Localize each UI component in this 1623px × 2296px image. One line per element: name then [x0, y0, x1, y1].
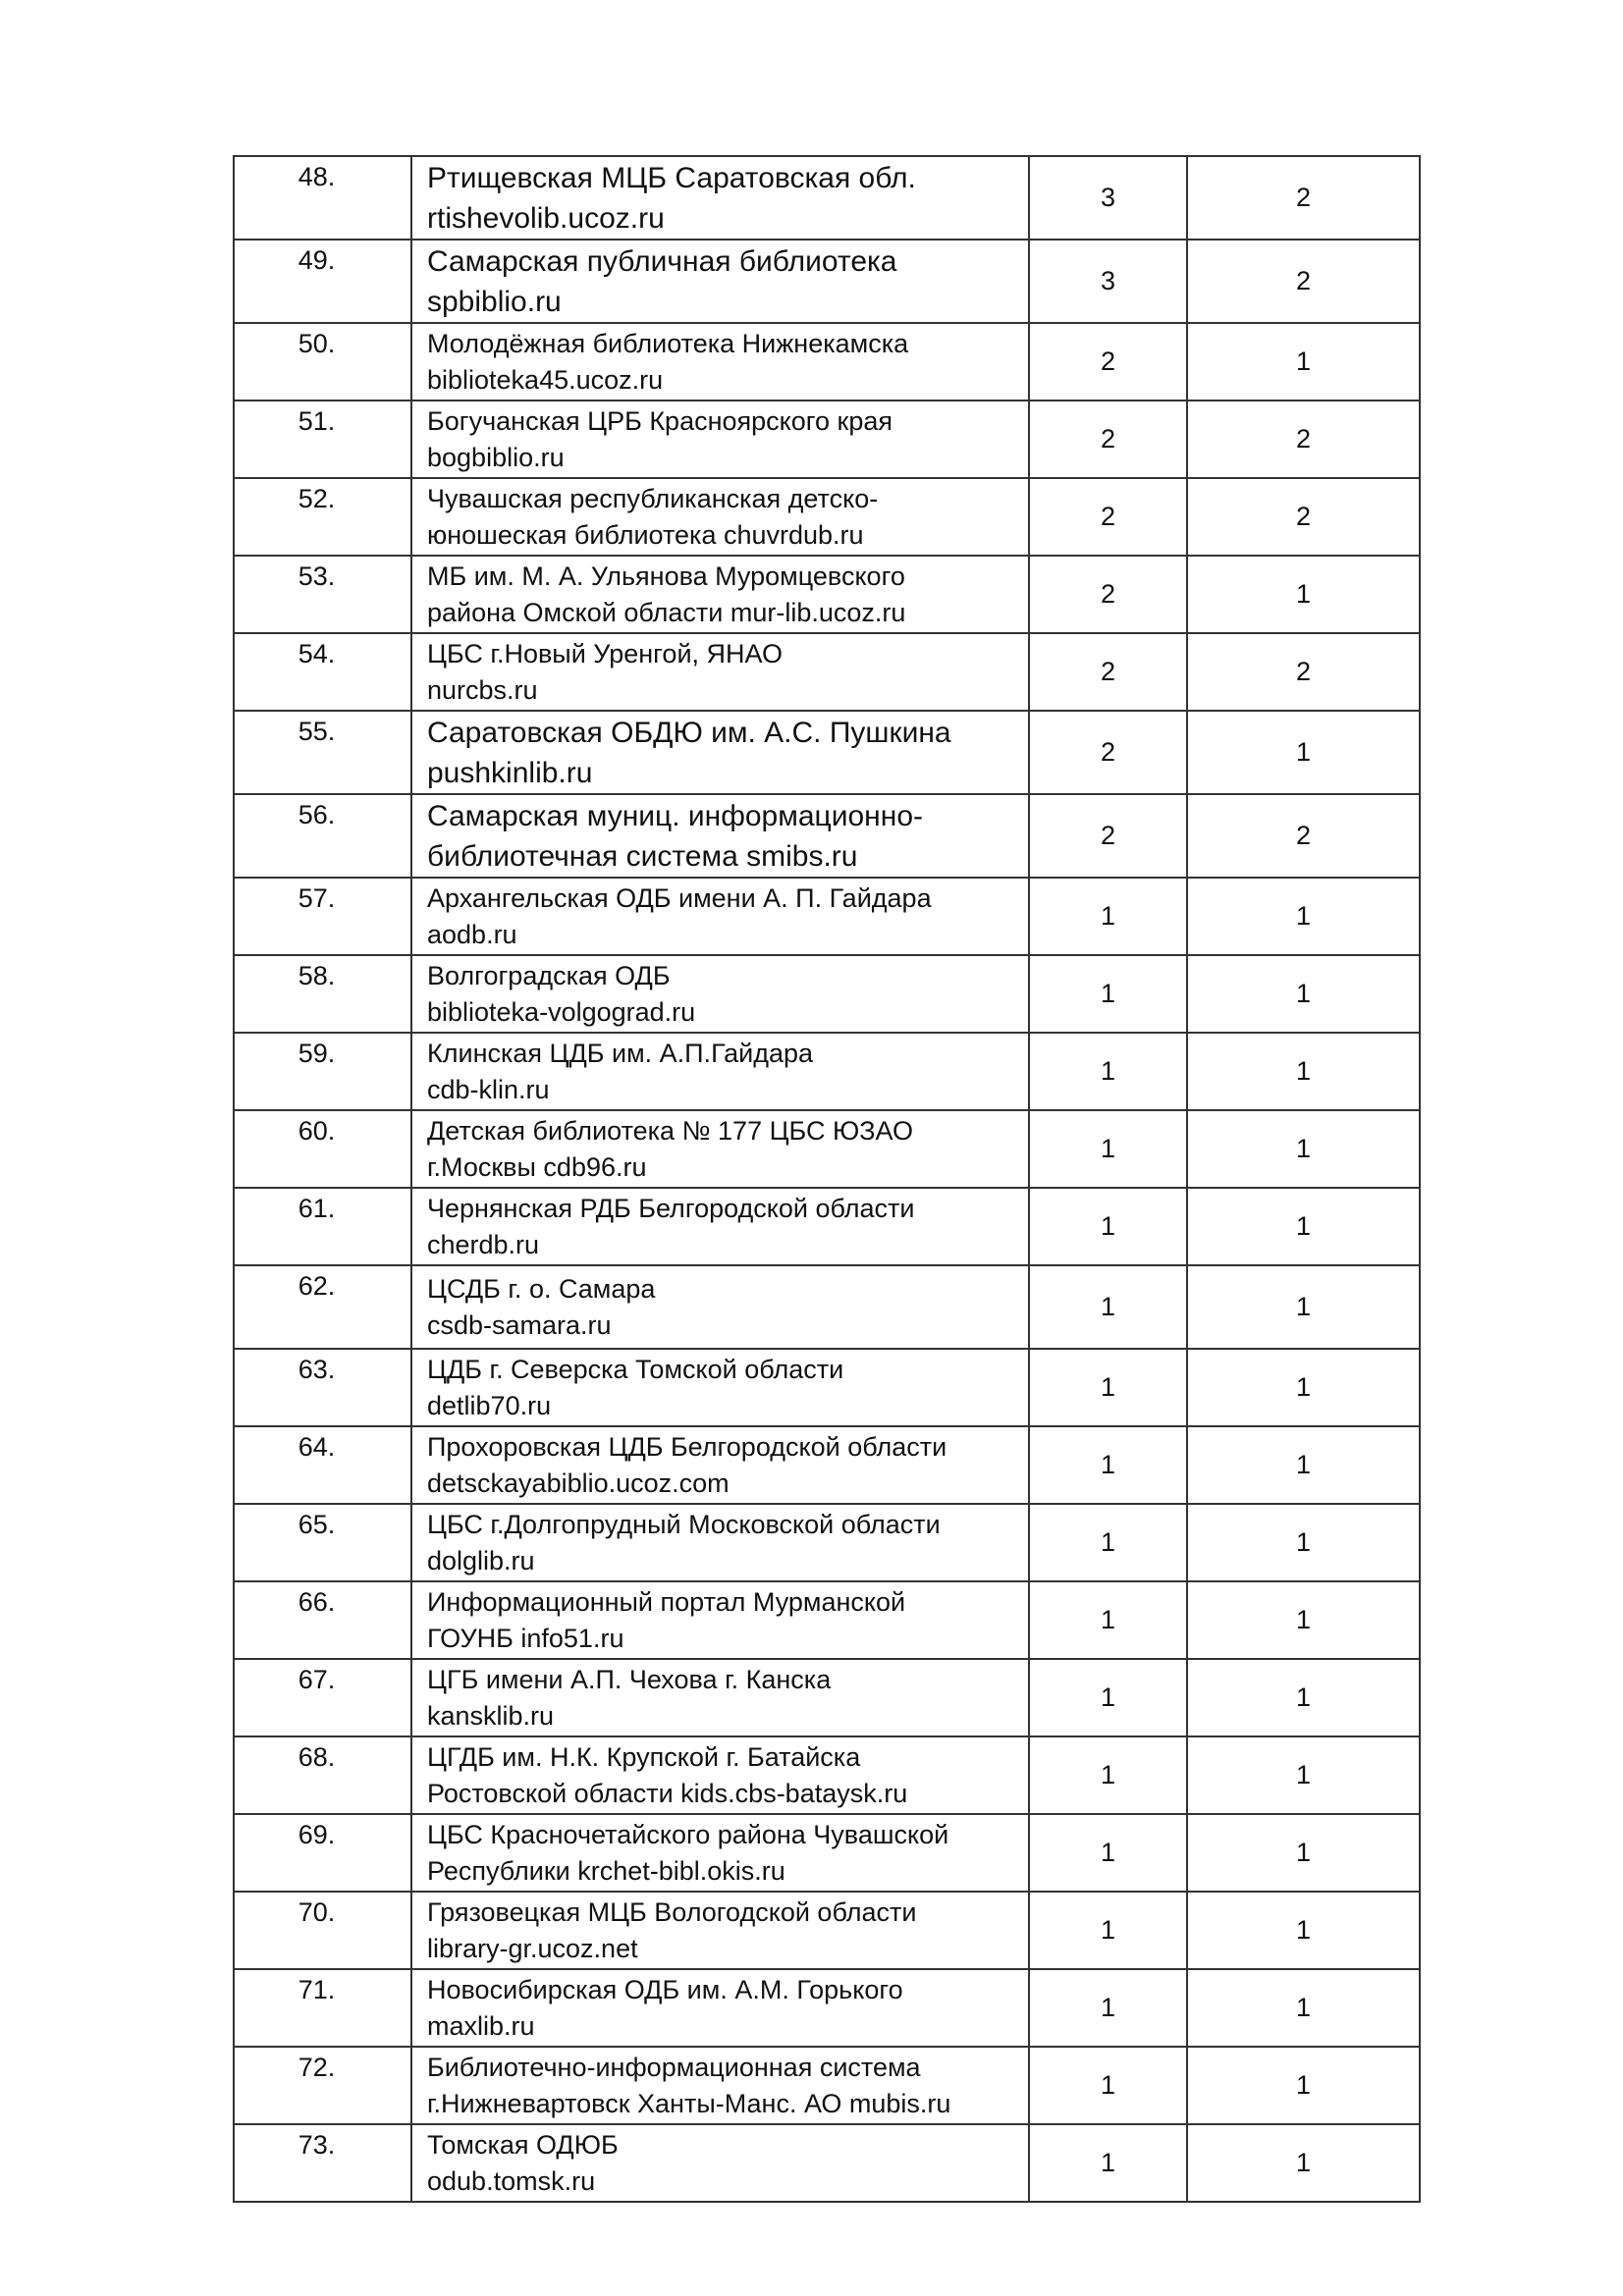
library-name: ЦДБ г. Северска Томской области: [427, 1354, 844, 1384]
table-row: [234, 2047, 1420, 2124]
table-row: [234, 156, 1420, 240]
library-name: Прохоровская ЦДБ Белгородской области: [427, 1431, 947, 1462]
value-b-cell: 1: [1187, 955, 1420, 1033]
library-name-cell: [411, 1659, 1029, 1736]
row-number-cell: [234, 556, 411, 633]
value-b-cell: 1: [1187, 1033, 1420, 1110]
library-name-cell: [411, 1426, 1029, 1504]
table-row: [234, 878, 1420, 955]
row-number: 61.: [298, 1194, 336, 1223]
library-site: cdb-klin.ru: [427, 1074, 550, 1104]
library-name-cell: [411, 556, 1029, 633]
library-name: Информационный портал Мурманской: [427, 1586, 906, 1617]
row-number: 68.: [298, 1742, 336, 1772]
library-name: Богучанская ЦРБ Красноярского края: [427, 405, 893, 436]
row-number-cell: [234, 1033, 411, 1110]
value-b-cell: 1: [1187, 1504, 1420, 1581]
library-site: spbiblio.ru: [427, 285, 562, 318]
table-row: [234, 400, 1420, 478]
library-site: pushkinlib.ru: [427, 756, 593, 789]
row-number: 52.: [298, 484, 336, 513]
row-number-cell: [234, 711, 411, 794]
value-a-cell: 2: [1029, 400, 1187, 478]
row-number-cell: [234, 1188, 411, 1265]
library-site: aodb.ru: [427, 919, 517, 949]
value-b-cell: 1: [1187, 1188, 1420, 1265]
value-b-cell: 1: [1187, 1265, 1420, 1349]
library-site: rtishevolib.ucoz.ru: [427, 201, 665, 235]
row-number-cell: [234, 1659, 411, 1736]
row-number-cell: [234, 1969, 411, 2047]
library-name: Клинская ЦДБ им. А.П.Гайдара: [427, 1038, 814, 1068]
value-a-cell: 1: [1029, 1969, 1187, 2047]
value-b-cell: 1: [1187, 1426, 1420, 1504]
row-number: 59.: [298, 1039, 336, 1068]
value-b-cell: 1: [1187, 1659, 1420, 1736]
table-row: [234, 2124, 1420, 2202]
library-site: dolglib.ru: [427, 1545, 535, 1575]
library-name-cell: [411, 1814, 1029, 1892]
value-a-cell: 1: [1029, 1504, 1187, 1581]
library-name: Самарская муниц. информационно-: [427, 799, 923, 832]
value-a-cell: 1: [1029, 1426, 1187, 1504]
row-number: 73.: [298, 2130, 336, 2160]
row-number: 67.: [298, 1665, 336, 1694]
library-name: ЦСДБ г. о. Самара: [427, 1273, 656, 1304]
library-site: odub.tomsk.ru: [427, 2165, 596, 2196]
library-site: cherdb.ru: [427, 1229, 540, 1259]
library-name-cell: [411, 323, 1029, 400]
library-name-cell: [411, 1581, 1029, 1659]
library-name: Новосибирская ОДБ им. А.М. Горького: [427, 1974, 903, 2004]
row-number: 63.: [298, 1355, 336, 1384]
library-name: МБ им. М. А. Ульянова Муромцевского: [427, 561, 905, 591]
row-number-cell: [234, 1504, 411, 1581]
value-a-cell: 1: [1029, 1033, 1187, 1110]
row-number-cell: [234, 955, 411, 1033]
value-a-cell: 2: [1029, 478, 1187, 556]
value-a-cell: 1: [1029, 1188, 1187, 1265]
library-name-cell: [411, 156, 1029, 240]
row-number-cell: [234, 1349, 411, 1426]
library-name-cell: [411, 240, 1029, 323]
library-name-cell: [411, 1188, 1029, 1265]
library-site: ГОУНБ info51.ru: [427, 1623, 624, 1653]
value-b-cell: 1: [1187, 1969, 1420, 2047]
library-name: Волгоградская ОДБ: [427, 960, 671, 990]
row-number: 64.: [298, 1432, 336, 1462]
library-name: Ртищевская МЦБ Саратовская обл.: [427, 161, 916, 194]
value-b-cell: 1: [1187, 1892, 1420, 1969]
value-a-cell: 2: [1029, 794, 1187, 878]
row-number-cell: [234, 2124, 411, 2202]
library-site: maxlib.ru: [427, 2010, 535, 2041]
library-site: biblioteka45.ucoz.ru: [427, 364, 664, 395]
table-row: [234, 1659, 1420, 1736]
row-number-cell: [234, 1736, 411, 1814]
value-a-cell: 2: [1029, 323, 1187, 400]
table-row: [234, 1033, 1420, 1110]
library-name: ЦГБ имени А.П. Чехова г. Канска: [427, 1664, 832, 1694]
table-row: [234, 1188, 1420, 1265]
table-row: [234, 1892, 1420, 1969]
library-name-cell: [411, 1349, 1029, 1426]
table-row: [234, 1736, 1420, 1814]
row-number-cell: [234, 1581, 411, 1659]
library-name: Саратовская ОБДЮ им. А.С. Пушкина: [427, 716, 951, 749]
row-number: 71.: [298, 1975, 336, 2004]
table-row: [234, 1814, 1420, 1892]
library-name-cell: [411, 1892, 1029, 1969]
row-number-cell: [234, 1426, 411, 1504]
row-number-cell: [234, 1265, 411, 1349]
row-number: 53.: [298, 561, 336, 591]
row-number-cell: [234, 156, 411, 240]
value-b-cell: 1: [1187, 711, 1420, 794]
value-a-cell: 2: [1029, 633, 1187, 711]
value-b-cell: 1: [1187, 1110, 1420, 1188]
value-a-cell: 1: [1029, 1736, 1187, 1814]
table-row: [234, 955, 1420, 1033]
row-number: 49.: [298, 245, 336, 275]
library-name-cell: [411, 711, 1029, 794]
value-b-cell: 2: [1187, 240, 1420, 323]
table-row: [234, 633, 1420, 711]
row-number: 69.: [298, 1820, 336, 1849]
value-a-cell: 1: [1029, 878, 1187, 955]
value-b-cell: 1: [1187, 878, 1420, 955]
library-name-cell: [411, 633, 1029, 711]
table-row: [234, 794, 1420, 878]
row-number-cell: [234, 240, 411, 323]
library-name: Грязовецкая МЦБ Вологодской области: [427, 1896, 917, 1927]
library-site: detsckayabiblio.ucoz.com: [427, 1468, 730, 1498]
library-name-cell: [411, 478, 1029, 556]
row-number-cell: [234, 878, 411, 955]
row-number: 50.: [298, 329, 336, 358]
library-name: Томская ОДЮБ: [427, 2129, 619, 2160]
row-number: 55.: [298, 717, 336, 746]
row-number-cell: [234, 633, 411, 711]
row-number-cell: [234, 1892, 411, 1969]
table-row: [234, 1110, 1420, 1188]
value-b-cell: 1: [1187, 1736, 1420, 1814]
table-row: [234, 1426, 1420, 1504]
library-site: Республики krchet-bibl.okis.ru: [427, 1855, 785, 1886]
row-number: 57.: [298, 883, 336, 913]
value-b-cell: 2: [1187, 633, 1420, 711]
value-b-cell: 1: [1187, 1349, 1420, 1426]
row-number: 56.: [298, 800, 336, 829]
library-site: г.Нижневартовск Ханты-Манс. АО mubis.ru: [427, 2088, 951, 2118]
value-a-cell: 1: [1029, 2047, 1187, 2124]
row-number: 54.: [298, 639, 336, 668]
library-name-cell: [411, 1504, 1029, 1581]
library-name: Самарская публичная библиотека: [427, 244, 897, 278]
row-number-cell: [234, 2047, 411, 2124]
library-site: nurcbs.ru: [427, 674, 538, 705]
row-number: 58.: [298, 961, 336, 990]
library-site: г.Москвы cdb96.ru: [427, 1151, 647, 1182]
table-row: [234, 1349, 1420, 1426]
table-row: [234, 1504, 1420, 1581]
table-body: [234, 156, 1420, 2202]
row-number: 51.: [298, 406, 336, 436]
library-ranking-table: [233, 155, 1421, 2203]
table-row: [234, 1969, 1420, 2047]
value-b-cell: 1: [1187, 2047, 1420, 2124]
value-b-cell: 1: [1187, 1581, 1420, 1659]
library-site: района Омской области mur-lib.ucoz.ru: [427, 597, 906, 627]
value-a-cell: 1: [1029, 2124, 1187, 2202]
value-b-cell: 2: [1187, 156, 1420, 240]
value-a-cell: 3: [1029, 240, 1187, 323]
table-row: [234, 1265, 1420, 1349]
row-number-cell: [234, 1814, 411, 1892]
library-name-cell: [411, 1969, 1029, 2047]
row-number: 66.: [298, 1587, 336, 1617]
library-site: bogbiblio.ru: [427, 442, 565, 472]
library-name-cell: [411, 400, 1029, 478]
row-number: 72.: [298, 2053, 336, 2082]
value-a-cell: 3: [1029, 156, 1187, 240]
value-a-cell: 2: [1029, 711, 1187, 794]
library-name: Чернянская РДБ Белгородской области: [427, 1193, 915, 1223]
table-row: [234, 240, 1420, 323]
library-site: csdb-samara.ru: [427, 1309, 612, 1340]
row-number-cell: [234, 400, 411, 478]
value-a-cell: 1: [1029, 1659, 1187, 1736]
table-row: [234, 478, 1420, 556]
row-number: 62.: [298, 1271, 336, 1301]
library-site: библиотечная система smibs.ru: [427, 839, 858, 873]
row-number-cell: [234, 478, 411, 556]
library-name-cell: [411, 2124, 1029, 2202]
library-name: ЦБС Красночетайского района Чувашской: [427, 1819, 949, 1849]
row-number-cell: [234, 794, 411, 878]
value-b-cell: 1: [1187, 323, 1420, 400]
value-b-cell: 2: [1187, 400, 1420, 478]
table-row: [234, 323, 1420, 400]
table-row: [234, 1581, 1420, 1659]
value-a-cell: 2: [1029, 556, 1187, 633]
table-row: [234, 556, 1420, 633]
library-name: Архангельская ОДБ имени А. П. Гайдара: [427, 882, 932, 913]
value-b-cell: 1: [1187, 1814, 1420, 1892]
row-number: 70.: [298, 1897, 336, 1927]
row-number-cell: [234, 1110, 411, 1188]
library-name: ЦБС г.Долгопрудный Московской области: [427, 1509, 941, 1539]
row-number: 65.: [298, 1510, 336, 1539]
library-name-cell: [411, 878, 1029, 955]
library-site: kansklib.ru: [427, 1700, 555, 1731]
value-a-cell: 1: [1029, 1581, 1187, 1659]
value-a-cell: 1: [1029, 1814, 1187, 1892]
value-b-cell: 2: [1187, 794, 1420, 878]
value-a-cell: 1: [1029, 1892, 1187, 1969]
row-number: 60.: [298, 1116, 336, 1146]
library-name-cell: [411, 955, 1029, 1033]
value-b-cell: 2: [1187, 478, 1420, 556]
library-name: Библиотечно-информационная система: [427, 2052, 921, 2082]
value-b-cell: 1: [1187, 2124, 1420, 2202]
library-name: Молодёжная библиотека Нижнекамска: [427, 328, 909, 358]
value-a-cell: 1: [1029, 1110, 1187, 1188]
library-name-cell: [411, 1033, 1029, 1110]
library-name: ЦБС г.Новый Уренгой, ЯНАО: [427, 638, 783, 668]
library-name: ЦГДБ им. Н.К. Крупской г. Батайска: [427, 1741, 861, 1772]
library-site: detlib70.ru: [427, 1390, 552, 1420]
value-a-cell: 1: [1029, 955, 1187, 1033]
library-name: Чувашская республиканская детско-: [427, 483, 879, 513]
table-row: [234, 711, 1420, 794]
library-site: Ростовской области kids.cbs-bataysk.ru: [427, 1778, 908, 1808]
library-site: biblioteka-volgograd.ru: [427, 996, 696, 1027]
library-site: юношеская библиотека chuvrdub.ru: [427, 519, 864, 550]
value-a-cell: 1: [1029, 1349, 1187, 1426]
library-name-cell: [411, 2047, 1029, 2124]
library-name-cell: [411, 1736, 1029, 1814]
value-b-cell: 1: [1187, 556, 1420, 633]
row-number-cell: [234, 323, 411, 400]
library-name-cell: [411, 794, 1029, 878]
value-a-cell: 1: [1029, 1265, 1187, 1349]
library-name-cell: [411, 1265, 1029, 1349]
library-name: Детская библиотека № 177 ЦБС ЮЗАО: [427, 1115, 913, 1146]
library-name-cell: [411, 1110, 1029, 1188]
library-site: library-gr.ucoz.net: [427, 1933, 638, 1963]
row-number: 48.: [298, 162, 336, 191]
